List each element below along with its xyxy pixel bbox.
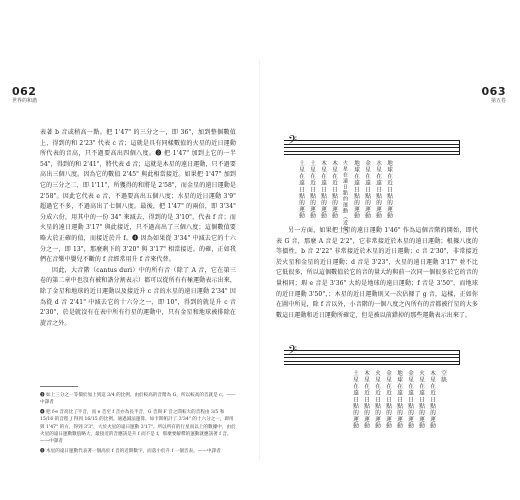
right-body-text [276, 226, 478, 321]
left-body-text [40, 128, 236, 329]
footnote-4: ❹ 把 f-e 音高比了半音，而 e 音至 f 音亦為長半音，G 音與 F 音之間較大的音程由 3/5 和 15/16 的音程 ∫ 得到 16/15 的比例。通過減法運算，如卡斯帕計了 3'34" 的十六分之一，即用與 1'47" 的方，得到 3'3"，大於火星的遠日運動 3'17"。所以所有的行星而以上的數據中，由於火星的遠日運動數值略大，最接近的音應該是升 f 而不是 f，那麼要解釋的運動就應該著 f 音。——中譯者 [40, 409, 236, 445]
right-page-number: 063 [481, 85, 506, 98]
staff-1-label: 地球在遠日點的運動 [353, 160, 359, 220]
staff-barline [459, 140, 460, 155]
left-paragraph-1: 表著 b 音或稍高一點。把 1'47" 的三分之一，即 36"，加到整個數值上，得到的和 2'23" 代表 c 音；這就是具有同樣數值的火星的近日運動所代表的音高，只不過要高出四個八度。❸ 把 1'47" 加到上它的一半 54"，得到的和 2'41"，將代表 d 音；這就是木星的遠日運動，只不過要高出三個八度。因為它的數值 2'45" 與此相當接近。如果把 1'47" 加到它的三分之二，即 1'11"，所獲得的和將是 2'58"，而金星的遠日運動是 2'58"。因此它代表 e 音，不過要高出五個八度；水星的近日運動 3'9" 超過它不多，不過高出了七個八度。最後，把 1'47" 的兩倍，即 3'34" 分成六份，用其中的一份 34" 來減去，得到的是 3'10"，代表 f 音；而火星的遠日運動 3'17" 與此接近，只不過高出了三個八度；這個數值要略大於正確的值，而接近於升 f。❹ 因為如果從 3'34" 中減去它的十六分之一，即 13"，那麼剩下的 3'20" 與 3'17" 相當接近。的確，正如我們在音樂中嬰兒不斷的 f 音經常用升 f 音來代替。 [40, 129, 236, 264]
staff-2-label: 火星在遠日點的運動 [418, 370, 424, 430]
staff-2-label: 木星在近日點的運動 [429, 370, 435, 430]
right-running-title: 第五卷 [490, 98, 506, 104]
left-page-number: 062 [12, 85, 37, 98]
staff-2-label: 地球在遠日點的運動 [396, 370, 402, 430]
staff-2-labels [350, 370, 449, 429]
right-page-header [482, 86, 506, 105]
staff-2-label: 土星在遠日點的運動 [352, 370, 358, 430]
bass-clef-icon: 𝄢 [288, 344, 298, 360]
staff-1-label: 木星在遠日點的運動 [320, 160, 326, 220]
staff-1-label: 水星在遠日點的運動 [375, 160, 381, 220]
left-page-header [12, 86, 37, 105]
staff-barline [459, 350, 460, 365]
footnote-rule [40, 386, 78, 387]
staff-2-label: 空缺 [440, 370, 446, 384]
staff-1-label: 土星在遠日點的運動 [298, 160, 304, 220]
bass-clef-icon: 𝄢 [288, 134, 298, 150]
staff-1-label: 地球在近日點的運動 [386, 160, 392, 220]
staff-1-label: 火星在遠日點的運動（近似） [342, 160, 348, 238]
music-staff-1 [284, 134, 460, 156]
staff-2-label: 木星在近日點的運動 [363, 370, 369, 430]
left-running-title: 世界的和諧 [12, 98, 38, 104]
staff-2-label: 金星在近日點的運動 [385, 370, 391, 430]
right-page [260, 0, 520, 500]
staff-1-label: 木星在近日點的運動 [331, 160, 337, 220]
footnote-5: ❺ 木星的遠日運動代表著一個高於 f 音的近期數字，而落小於升 f 一個音表。——中譯者 [40, 448, 221, 454]
staff-2-label: 火星在近日點的運動 [374, 370, 380, 430]
staff-2-label: 金星在遠日點的運動 [407, 370, 413, 430]
staff-1-label: 土星在近日點的運動 [309, 160, 315, 220]
staff-1-label: 金星在遠日點的運動 [364, 160, 370, 220]
footnotes [40, 392, 236, 457]
right-paragraph-1: 另一方面，如果把土星的遠日運動 1'46" 作為這個音階的開始，即代表 G 音，那麼 A 音是 2'2"，它非常接近於木星的遠日運動；根據八度的等價性，b 音 2'22" 非常接近於木星的近日運動；c 音 2'30"，非常接近於火星和金星的近日運動；d 音是 3'23"，火星的遠日運動 3'17" 並不比它低很多，所以這個數值於它的音的量大約與前一次同一個很多於它的音的量相同；瑕 e 音是 3'36" 大約是地球的遠日運動；f 音是 3'50"，而地球的近日運動 3'50"，；木星的近日運動則又一次佔據了 g 音，這樣，正如你在圖中所見，除 f 音以外，小音階的一個八度之內所有的音都被行星的大多數這日運動和近日運動所確定，但是被以前錯掉的那些運動表示出來了。 [276, 227, 478, 319]
left-paragraph-2: 因此，大音階（cantus duri）中的所有音（除了 A 音，它在第三卷的第二章中也沒有被和諧分割表示）都可以從所有有極運動表示出來，除了金星和地球的近日運動以及接近升 c 音的水星的遠日運動 2'34" 因為從 d 音 2'41" 中減去它的十六分之一，即 10"，得到的就是升 c 音 2'30"，於是就沒有在表中所有行星的運動中，只有金星和地球被排除在旋音之外。 [40, 266, 236, 327]
music-staff-2 [284, 344, 460, 366]
footnote-3: ❸ 如上三分之一等價於加上到這 3/4 的比例，由於較高的音階為 G，所以較高的音就是 c。——中譯者 [40, 393, 236, 406]
